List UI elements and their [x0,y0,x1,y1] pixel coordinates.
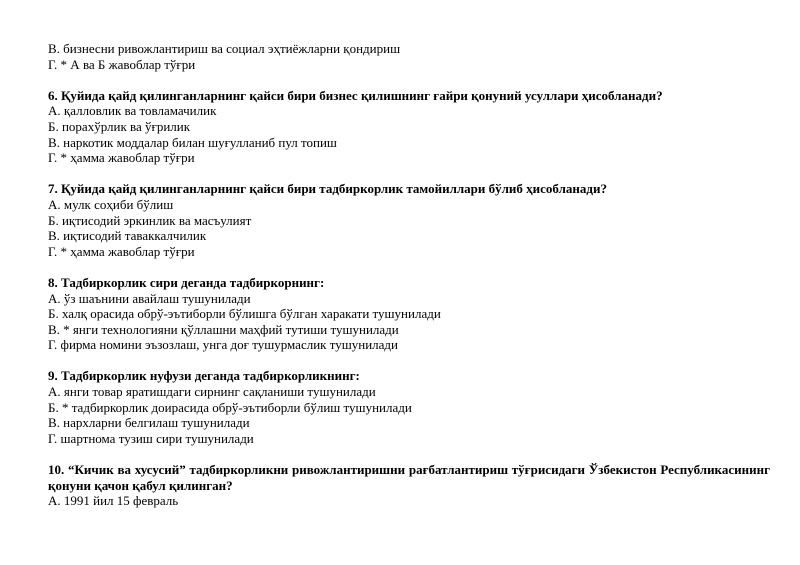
question-text: 7. Қуйида қайд қилинганларнинг қайси бири тадбиркорлик тамойиллари бўлиб ҳисобланади? [48,181,607,197]
answer-option: Б. * тадбиркорлик доирасида обрў-эътиборли бўлиш тушунилади [48,399,412,415]
document-page [48,41,770,509]
question-block-10 [48,462,770,509]
question-block-8 [48,275,770,353]
answer-option: В. * янги технологияни қўллашни маҳфий тутиши тушунилади [48,321,399,337]
answer-option: А. 1991 йил 15 февраль [48,493,179,509]
answer-option: Б. иқтисодий эркинлик ва масъулият [48,212,252,228]
answer-option: А. қалловлик ва товламачилик [48,103,217,119]
answer-option: В. иқтисодий таваккалчилик [48,228,207,244]
answer-option: В. нархларни белгилаш тушунилади [48,415,250,431]
question-block-6 [48,88,770,166]
answer-option: Г. * ҳамма жавоблар тўғри [48,150,195,166]
question-text: 9. Тадбиркорлик нуфузи деганда тадбиркорликнинг: [48,368,360,384]
answer-option: Г. фирма номини эъзозлаш, унга доғ тушурмаслик тушунилади [48,337,398,353]
question-text: 10. “Кичик ва хусусий” тадбиркорликни ривожлантиришни рағбатлантириш тўғрисидаги Ўзбекистон Республикасининг қонуни қачон қабул қилинган? [48,462,770,493]
answer-option: Б. порахўрлик ва ўғрилик [48,118,191,134]
question-text: 6. Қуйида қайд қилинганларнинг қайси бири бизнес қилишнинг ғайри қонуний усуллари ҳисобланади? [48,87,663,103]
answer-option: Г. шартнома тузиш сири тушунилади [48,430,254,446]
answer-option: В. наркотик моддалар билан шуғулланиб пул топиш [48,134,337,150]
answer-option: Г. * А ва Б жавоблар тўғри [48,56,196,72]
answer-option: А. мулк соҳиби бўлиш [48,196,174,212]
answer-option: Г. * ҳамма жавоблар тўғри [48,243,195,259]
question-block-7 [48,181,770,259]
answer-option: В. бизнесни ривожлантириш ва социал эҳтиёжларни қондириш [48,41,401,56]
question-block-9 [48,368,770,446]
answer-option: Б. халқ орасида обрў-эътиборли бўлишга бўлган харакати тушунилади [48,306,441,322]
answer-option: А. ўз шаънини авайлаш тушунилади [48,290,251,306]
question-text: 8. Тадбиркорлик сири деганда тадбиркорнинг: [48,274,325,290]
answer-option: А. янги товар яратишдаги сирнинг сақланиши тушунилади [48,384,376,400]
question-block-5-continued [48,41,770,72]
